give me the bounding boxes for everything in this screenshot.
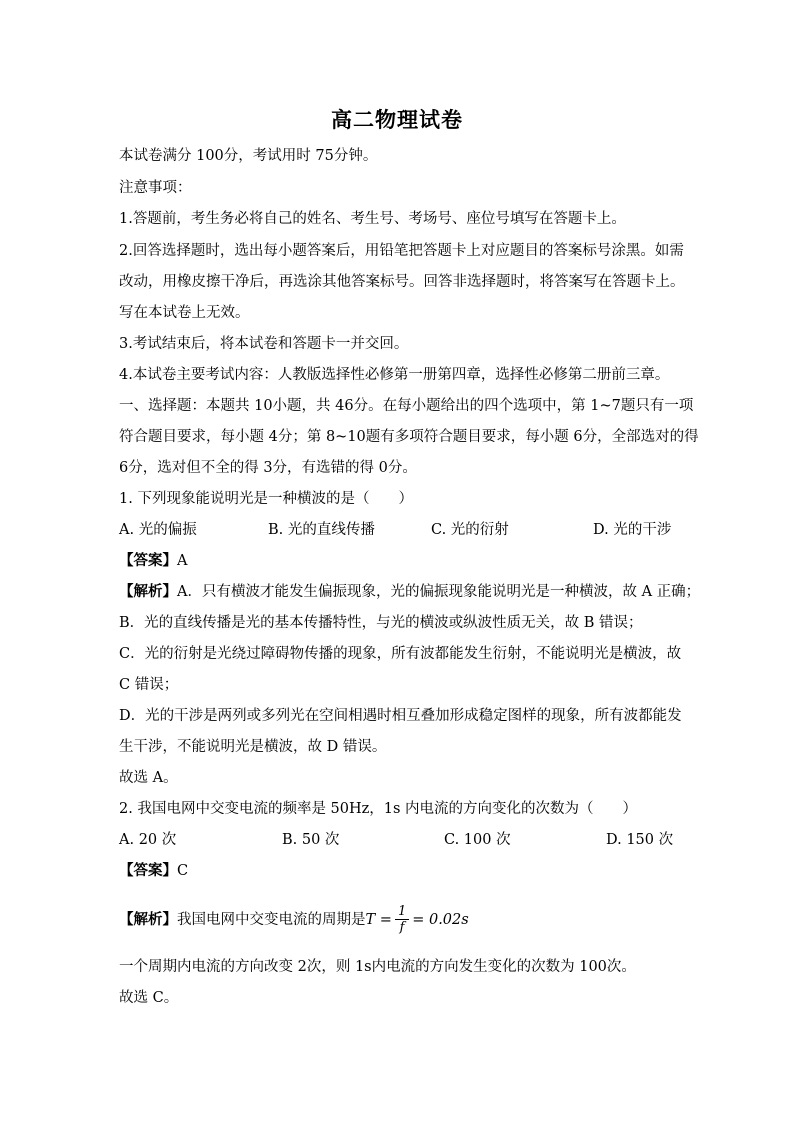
page-title: 高二物理试卷: [331, 107, 463, 132]
notice-line: 4.本试卷主要考试内容：人教版选择性必修第一册第四章，选择性必修第二册前三章。: [119, 367, 670, 383]
notice-line: 1.答题前，考生务必将自己的姓名、考生号、考场号、座位号填写在答题卡上。: [119, 211, 626, 227]
answer-value: A: [177, 553, 188, 569]
intro-text: 本试卷满分 100分，考试用时 75分钟。: [119, 148, 378, 164]
formula-fraction: [395, 904, 409, 935]
analysis-line: C．光的衍射是光绕过障碍物传播的现象，所有波都能发生衍射，不能说明光是横波，故: [119, 646, 682, 662]
analysis-line: D．光的干涉是两列或多列光在空间相遇时相互叠加形成稳定图样的现象，所有波都能发: [119, 708, 682, 724]
option-b: B. 光的直线传播: [268, 522, 375, 538]
analysis-line: 生干涉，不能说明光是横波，故 D 错误。: [119, 739, 387, 755]
formula-rhs: = 0.02s: [412, 911, 469, 928]
notice-heading: 注意事项：: [119, 180, 192, 196]
analysis-label: 【解析】: [119, 583, 177, 600]
answer-label: 【答案】: [119, 862, 177, 879]
answer-label: 【答案】: [119, 552, 177, 569]
option-b: B. 50 次: [282, 832, 340, 848]
question-1-answer: [119, 551, 187, 571]
option-d: D. 光的干涉: [593, 522, 672, 538]
notice-line: 2.回答选择题时，选出每小题答案后，用铅笔把答题卡上对应题目的答案标号涂黑。如需: [119, 243, 684, 259]
notice-line: 3.考试结束后，将本试卷和答题卡一并交回。: [119, 336, 409, 352]
question-2-answer: [119, 861, 188, 881]
notice-line: 写在本试卷上无效。: [119, 305, 250, 321]
analysis-text: 我国电网中交变电流的周期是: [177, 911, 366, 928]
fraction-denominator: f: [399, 920, 405, 935]
question-2-conclusion: 故选 C。: [119, 990, 179, 1006]
formula-lhs: T =: [365, 911, 392, 928]
option-a: A. 20 次: [119, 832, 177, 848]
analysis-label: 【解析】: [119, 910, 177, 928]
question-1-conclusion: 故选 A。: [119, 770, 178, 786]
analysis-line: C 错误；: [119, 677, 179, 693]
option-d: D. 150 次: [606, 832, 674, 848]
analysis-line: B．光的直线传播是光的基本传播特性，与光的横波或纵波性质无关，故 B 错误；: [119, 615, 643, 631]
section-heading: 一、选择题：本题共 10小题，共 46分。在每小题给出的四个选项中，第 1~7题只有一项: [119, 398, 694, 414]
notice-line: 改动，用橡皮擦干净后，再选涂其他答案标号。回答非选择题时，将答案写在答题卡上。: [119, 274, 685, 290]
question-1-analysis: [119, 582, 700, 602]
option-a: A. 光的偏振: [119, 522, 197, 538]
question-2-analysis: [119, 904, 469, 935]
section-text: 符合题目要求，每小题 4分；第 8~10题有多项符合题目要求，每小题 6分，全部选对的得: [119, 429, 699, 445]
fraction-numerator: 1: [395, 904, 409, 920]
answer-value: C: [177, 863, 189, 879]
analysis-text: A．只有横波才能发生偏振现象，光的偏振现象能说明光是一种横波，故 A 正确；: [177, 584, 701, 600]
question-1-stem: 1. 下列现象能说明光是一种横波的是（ ）: [119, 491, 413, 507]
section-text: 6分，选对但不全的得 3分，有选错的得 0分。: [119, 460, 417, 476]
analysis-line: 一个周期内电流的方向改变 2次，则 1s内电流的方向发生变化的次数为 100次。: [119, 959, 636, 975]
question-2-stem: 2. 我国电网中交变电流的频率是 50Hz，1s 内电流的方向变化的次数为（ ）: [119, 801, 638, 817]
period-formula: [366, 904, 469, 935]
option-c: C. 光的衍射: [431, 522, 509, 538]
option-c: C. 100 次: [444, 832, 511, 848]
